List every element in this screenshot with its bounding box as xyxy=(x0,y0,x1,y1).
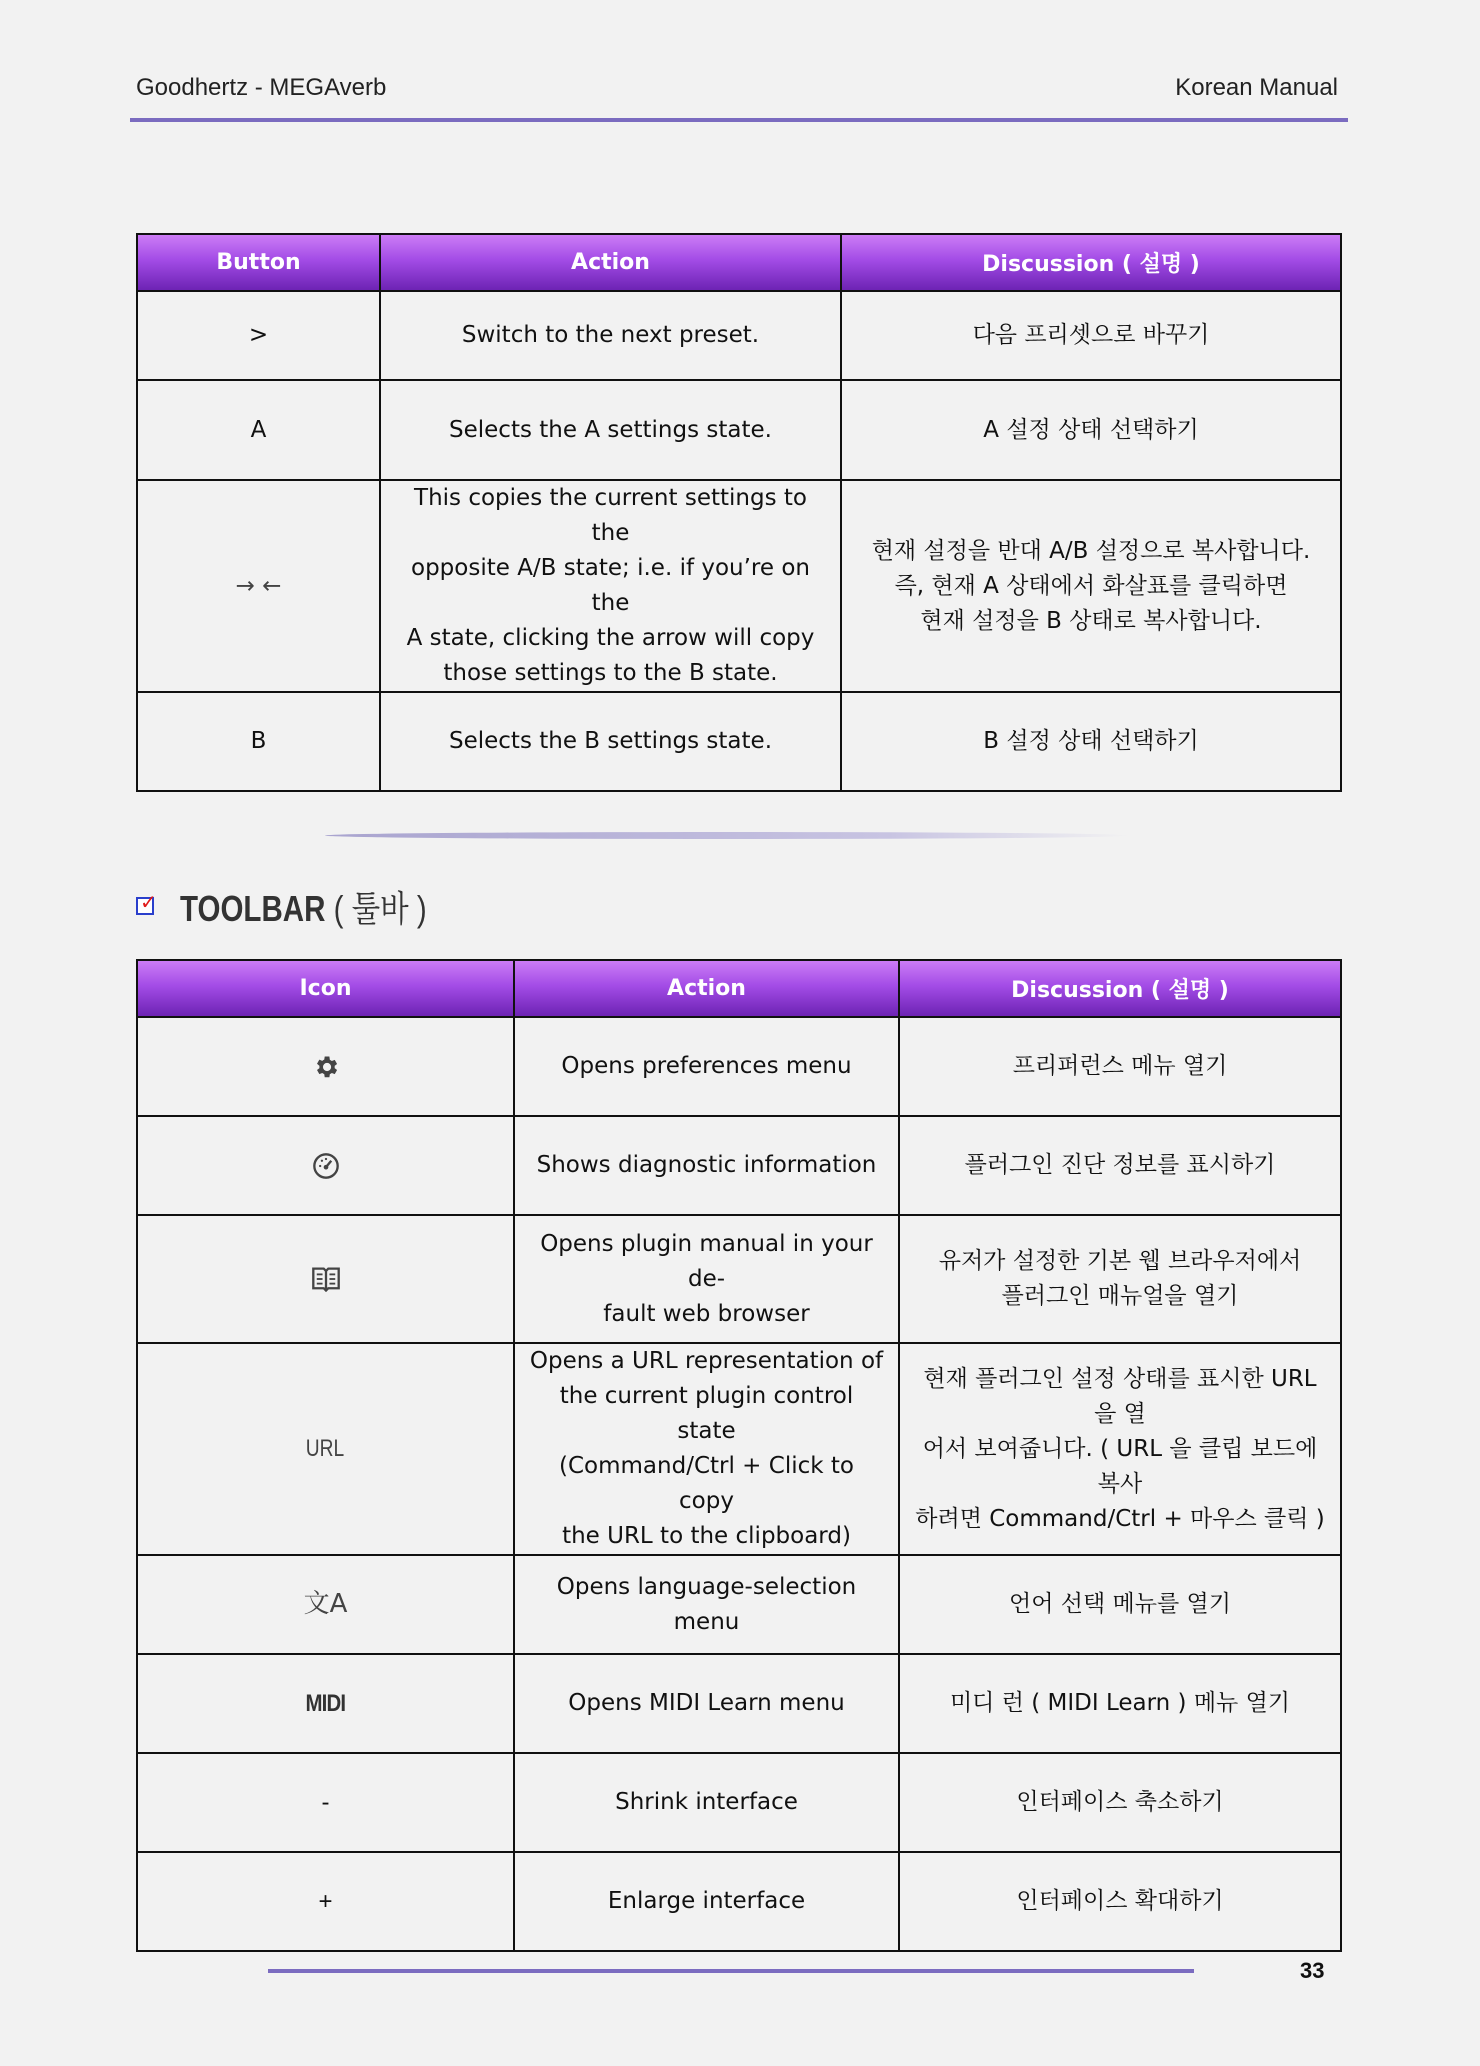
icon-cell xyxy=(137,1852,514,1951)
column-header: Discussion ( 설명 ) xyxy=(841,234,1341,291)
button-cell: A xyxy=(137,380,380,480)
button-cell: > xyxy=(137,291,380,380)
column-header: Discussion ( 설명 ) xyxy=(899,960,1341,1017)
icon-cell xyxy=(137,1215,514,1343)
gauge-icon xyxy=(312,1152,340,1180)
icon-cell xyxy=(137,1555,514,1654)
action-cell: Opens preferences menu xyxy=(514,1017,899,1116)
discussion-line: 유저가 설정한 기본 웹 브라우저에서 xyxy=(938,1248,1302,1274)
minus-icon: - xyxy=(321,1788,330,1816)
action-cell: Shrink interface xyxy=(514,1753,899,1852)
table-row xyxy=(137,1753,1341,1852)
discussion-cell: 프리퍼런스 메뉴 열기 xyxy=(899,1017,1341,1116)
table-row xyxy=(137,480,1341,692)
table-row xyxy=(137,380,1341,480)
table-row xyxy=(137,1852,1341,1951)
button-cell: B xyxy=(137,692,380,791)
icon-cell xyxy=(137,1753,514,1852)
column-header: Button xyxy=(137,234,380,291)
page-number: 33 xyxy=(1300,1958,1325,1983)
gear-icon xyxy=(312,1053,340,1081)
icon-cell xyxy=(137,1654,514,1753)
discussion-cell: B 설정 상태 선택하기 xyxy=(841,692,1341,791)
action-cell xyxy=(514,1215,899,1343)
section-title-kr: ( 툴바 ) xyxy=(325,887,427,929)
ab-buttons-table xyxy=(136,233,1342,792)
section-heading xyxy=(136,882,481,930)
action-cell: Switch to the next preset. xyxy=(380,291,841,380)
column-header: Action xyxy=(514,960,899,1017)
discussion-cell xyxy=(899,1215,1341,1343)
icon-cell xyxy=(137,1116,514,1215)
action-cell: Selects the B settings state. xyxy=(380,692,841,791)
action-line: fault web browser xyxy=(603,1300,810,1327)
action-line: Opens plugin manual in your de- xyxy=(540,1230,873,1292)
action-cell: Selects the A settings state. xyxy=(380,380,841,480)
discussion-line: 현재 설정을 B 상태로 복사합니다. xyxy=(920,607,1262,634)
icon-cell xyxy=(137,1343,514,1555)
button-cell: → ← xyxy=(137,480,380,692)
action-line: those settings to the B state. xyxy=(443,660,778,686)
action-line: the current plugin control state xyxy=(559,1383,854,1444)
action-cell xyxy=(514,1343,899,1555)
url-icon: URL xyxy=(306,1435,345,1462)
icon-cell xyxy=(137,1017,514,1116)
action-cell: Opens MIDI Learn menu xyxy=(514,1654,899,1753)
action-cell: Shows diagnostic information xyxy=(514,1116,899,1215)
action-line: This copies the current settings to the xyxy=(414,485,807,546)
table-row xyxy=(137,1017,1341,1116)
discussion-cell: 플러그인 진단 정보를 표시하기 xyxy=(899,1116,1341,1215)
discussion-cell: 다음 프리셋으로 바꾸기 xyxy=(841,291,1341,380)
table-row xyxy=(137,1555,1341,1654)
plus-icon: + xyxy=(318,1887,333,1915)
section-title-en: TOOLBAR xyxy=(180,887,326,929)
action-line: A state, clicking the arrow will copy xyxy=(406,625,815,651)
column-header: Action xyxy=(380,234,841,291)
section-divider xyxy=(325,832,1130,839)
table-row xyxy=(137,692,1341,791)
action-cell xyxy=(380,480,841,692)
discussion-cell: 언어 선택 메뉴를 열기 xyxy=(899,1555,1341,1654)
toolbar-table xyxy=(136,959,1342,1952)
discussion-cell xyxy=(899,1343,1341,1555)
checkbox-icon: ✓ xyxy=(136,897,154,915)
action-cell: Opens language-selection menu xyxy=(514,1555,899,1654)
book-icon xyxy=(311,1266,341,1292)
header-title: Goodhertz - MEGAverb xyxy=(136,74,387,101)
discussion-line: 즉, 현재 A 상태에서 화살표를 클릭하면 xyxy=(894,572,1288,599)
table-row xyxy=(137,1215,1341,1343)
table-row xyxy=(137,1343,1341,1555)
discussion-cell: A 설정 상태 선택하기 xyxy=(841,380,1341,480)
translate-icon: 文A xyxy=(303,1588,348,1619)
discussion-line: 하려면 Command/Ctrl + 마우스 클릭 ) xyxy=(915,1505,1325,1532)
table-header-row xyxy=(137,234,1341,291)
action-line: Opens a URL representation of xyxy=(529,1348,884,1374)
column-header: Icon xyxy=(137,960,514,1017)
discussion-line: 현재 설정을 반대 A/B 설정으로 복사합니다. xyxy=(871,537,1311,564)
table-row xyxy=(137,291,1341,380)
discussion-cell xyxy=(841,480,1341,692)
table-row xyxy=(137,1654,1341,1753)
header-manual-label: Korean Manual xyxy=(1175,74,1338,101)
action-line: the URL to the clipboard) xyxy=(562,1523,851,1549)
discussion-cell: 인터페이스 확대하기 xyxy=(899,1852,1341,1951)
discussion-line: 플러그인 매뉴얼을 열기 xyxy=(1001,1283,1239,1309)
footer-divider xyxy=(268,1969,1194,1973)
table-header-row xyxy=(137,960,1341,1017)
discussion-line: 현재 플러그인 설정 상태를 표시한 URL 을 열 xyxy=(923,1365,1317,1427)
discussion-cell: 인터페이스 축소하기 xyxy=(899,1753,1341,1852)
discussion-cell: 미디 런 ( MIDI Learn ) 메뉴 열기 xyxy=(899,1654,1341,1753)
action-cell: Enlarge interface xyxy=(514,1852,899,1951)
section-title xyxy=(180,881,427,932)
action-line: (Command/Ctrl + Click to copy xyxy=(559,1453,854,1514)
action-line: opposite A/B state; i.e. if you’re on the xyxy=(411,555,810,616)
page-header xyxy=(130,72,1348,122)
table-row xyxy=(137,1116,1341,1215)
midi-icon: MIDI xyxy=(305,1689,346,1717)
discussion-line: 어서 보여줍니다. ( URL 을 클립 보드에 복사 xyxy=(922,1435,1318,1497)
